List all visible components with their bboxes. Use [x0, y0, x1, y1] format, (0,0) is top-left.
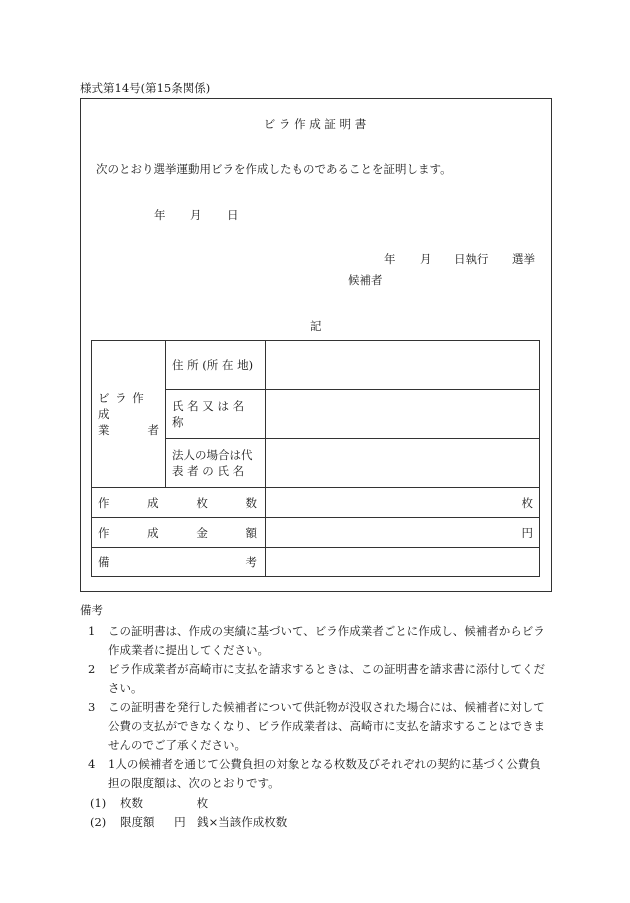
count-unit: 枚 — [521, 495, 533, 510]
count-field[interactable] — [266, 488, 540, 518]
representative-label: 法人の場合は代 表 者 の 氏 名 — [166, 439, 266, 488]
note-sub-item: (1) 枚数 枚 — [90, 796, 209, 810]
flyer-maker-table — [91, 340, 540, 577]
date-day: 日 — [227, 208, 239, 222]
name-label: 氏 名 又 は 名 称 — [166, 390, 266, 439]
date-year: 年 — [154, 208, 166, 222]
certification-statement: 次のとおり選挙運動用ビラを作成したものであることを証明します。 — [96, 162, 452, 176]
representative-field[interactable] — [266, 439, 540, 488]
election-year: 年 — [384, 252, 396, 266]
election-month: 月 — [420, 252, 432, 266]
remarks-label: 備 考 — [92, 548, 266, 577]
count-label: 作 成 枚 数 — [92, 488, 266, 518]
note-sub-item: (2) 限度額 円 銭×当該作成枚数 — [90, 815, 288, 829]
flyer-maker-group-label: ビ ラ 作 成 業 者 — [92, 341, 166, 488]
election-day-held: 日執行 — [454, 252, 489, 266]
amount-field[interactable] — [266, 518, 540, 548]
candidate-label: 候補者 — [348, 273, 383, 287]
note-item: 1 この証明書は、作成の実績に基づいて、ビラ作成業者ごとに作成し、候補者からビラ作成業者に提出してください。 — [88, 624, 545, 657]
document-title: ビ ラ 作 成 証 明 書 — [263, 117, 367, 131]
date-month: 月 — [190, 208, 202, 222]
note-item: 4 1人の候補者を通じて公費負担の対象となる枚数及びそれぞれの契約に基づく公費負担の限度額は、次のとおりです。 — [88, 757, 541, 790]
amount-unit: 円 — [521, 525, 533, 540]
address-label: 住 所 (所 在 地) — [166, 341, 266, 390]
form-number-label: 様式第14号(第15条関係) — [80, 81, 211, 95]
notes-section — [80, 601, 552, 832]
amount-label: 作 成 金 額 — [92, 518, 266, 548]
note-item: 3 この証明書を発行した候補者について供託物が没収された場合には、候補者に対して公費の支払ができなくなり、ビラ作成業者は、高崎市に支払を請求することはできませんのでご了承ください。 — [88, 700, 545, 752]
name-field[interactable] — [266, 390, 540, 439]
record-label: 記 — [310, 319, 322, 333]
election-label: 選挙 — [512, 252, 535, 266]
notes-heading: 備考 — [80, 603, 103, 617]
note-item: 2 ビラ作成業者が高崎市に支払を請求するときは、この証明書を請求書に添付してください。 — [88, 662, 545, 695]
address-field[interactable] — [266, 341, 540, 390]
remarks-field[interactable] — [266, 548, 540, 577]
